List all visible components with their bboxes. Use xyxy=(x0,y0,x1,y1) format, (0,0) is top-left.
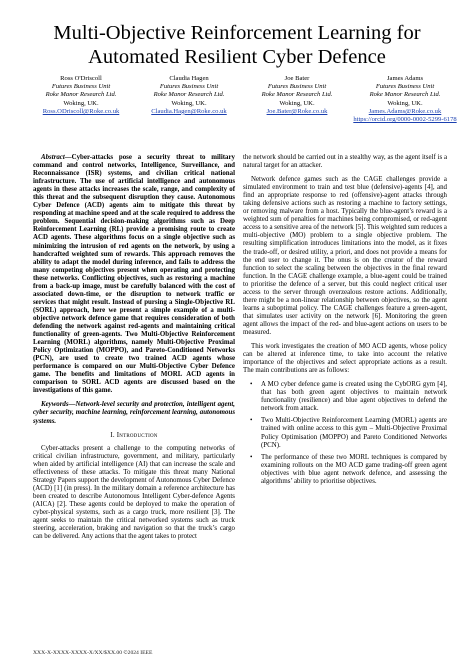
list-item-text: Two Multi-Objective Reinforcement Learning (MORL) agents are trained with online access to this gym – Multi-Objective Proximal Policy Optimisation (MOPPO) and Pareto Conditioned Networks (PCN). xyxy=(261,417,447,449)
bullet-icon: • xyxy=(250,453,253,461)
author-4 xyxy=(350,75,460,124)
list-item xyxy=(250,453,447,486)
author-affiliation: Futures Business Unit xyxy=(159,83,219,91)
bullet-icon: • xyxy=(250,417,253,425)
author-name: James Adams xyxy=(386,75,424,82)
copyright-footer: XXX-X-XXXX-XXXX-X/XX/$XX.00 ©2024 IEEE xyxy=(33,650,153,656)
author-name: Claudia Hagen xyxy=(169,75,209,82)
author-affiliation: Futures Business Unit xyxy=(51,83,111,91)
keywords-lead: Keywords xyxy=(41,401,69,409)
author-name: Joe Bater xyxy=(284,75,310,82)
bullet-icon: • xyxy=(250,381,253,389)
paper-title: Multi-Objective Reinforcement Learning for Automated Resilient Cyber Defence xyxy=(53,22,421,68)
right-column xyxy=(243,154,447,490)
contributions-list xyxy=(243,381,447,486)
author-location: Woking, UK. xyxy=(387,99,423,107)
abstract-lead: Abstract xyxy=(41,154,65,161)
author-name: Ross O'Driscoll xyxy=(60,75,102,82)
author-email[interactable]: James.Adams@Roke.co.uk xyxy=(368,107,442,115)
body-paragraph-3: This work investigates the creation of MO ACD agents, whose policy can be altered at inference time, to take into account the relative importance of the objectives and select appropriate actions as a result. The main contributions are as follows: xyxy=(243,343,447,375)
keywords-text: —Network-level security and protection, intelligent agent, cyber security, machine learning, reinforcement learning, autonomous systems. xyxy=(33,401,235,425)
author-orcid-link[interactable]: https://orcid.org/0000-0002-5299-6178 xyxy=(353,116,457,124)
author-org: Roke Manor Research Ltd. xyxy=(45,91,117,99)
author-2 xyxy=(134,75,244,116)
author-affiliation: Futures Business Unit xyxy=(375,83,435,91)
author-email[interactable]: Joe.Bater@Roke.co.uk xyxy=(266,107,328,115)
list-item-text: A MO cyber defence game is created using the CybORG gym [4], that has both green agent objectives to maintain network functionality (resilience) and blue agent objectives to defend the network from attack. xyxy=(261,381,447,413)
abstract xyxy=(33,154,235,395)
keywords xyxy=(33,401,235,425)
author-affiliation: Futures Business Unit xyxy=(267,83,327,91)
author-1 xyxy=(26,75,136,116)
left-column xyxy=(33,154,235,547)
list-item xyxy=(250,381,447,413)
abstract-text: —Cyber-attacks pose a security threat to military command and control networks, Intelligence, Surveillance, and Reconnaissance (ISR) systems, and civilian critical national infrastructure. The use of artificial intelligence and autonomous agents in these attacks increases the scale, range, and complexity of this threat and the subsequent disruption they cause. Autonomous Cyber Defence (ACD) agents aim to mitigate this threat by responding at machine speed and at the scale required to address the problem. Sequential decision-making algorithms such as Deep Reinforcement Learning (RL) provide a promising route to create ACD agents. These algorithms focus on a single objective such as minimizing the intrusion of red agents on the network, by using a handcrafted weighted sum of rewards. This approach removes the ability to adapt the model during inference, and fails to address the many competing objectives present when operating and protecting these networks. Conflicting objectives, such as restoring a machine from a back-up image, must be carefully balanced with the cost of associated down-time, or the disruption to network traffic or services that might result. Instead of pursing a Single-Objective RL (SORL) approach, here we present a simple example of a multi-objective network defence game that requires consideration of both defending the network against red-agents and maintaining critical functionality of green-agents. Two Multi-Objective Reinforcement Learning (MORL) algorithms, namely Multi-Objective Proximal Policy Optimization (MOPPO), and Pareto-Conditioned Networks (PCN), are used to create two trained ACD agents whose performance is compared on our Multi-Objective Cyber Defence game. The benefits and limitations of MORL ACD agents in comparison to SORL ACD agents are discussed based on the investigations of this game. xyxy=(33,154,235,395)
author-org: Roke Manor Research Ltd. xyxy=(369,91,441,99)
author-email[interactable]: Ross.ODriscoll@Roke.co.uk xyxy=(42,107,120,115)
list-item-text: The performance of these two MORL techniques is compared by examining rollouts on the MO ACD game trading-off green agent objectives with blue agent network defence, and assessing the algorithms’ ability to prioritise objectives. xyxy=(261,453,447,485)
body-paragraph-1: the network should be carried out in a stealthy way, as the agent itself is a natural target for an attacker. xyxy=(243,154,447,170)
intro-paragraph: Cyber-attacks present a challenge to the computing networks of critical civilian infrastructure, government, and military, particularly when aided by artificial intelligence (AI) that can increase the scale and effectiveness of these attacks. To mitigate this threat many National Strategy Papers support the development of Autonomous Cyber Defence (ACD) [1] (in press). In the military domain a reference architecture has been created to describe Autonomous Intelligent Cyber-defence Agents (AICA) [2]. These agents could be deployed to make the operation of cyber-physical systems, such as a cargo truck, more resilient [3]. The agent seeks to maintain the critical networked systems such as truck steering, acceleration, braking and navigation so that the truck’s cargo can be delivered. Any actions that the agent takes to protect xyxy=(33,444,235,541)
author-email[interactable]: Claudia.Hagen@Roke.co.uk xyxy=(151,107,227,115)
author-location: Woking, UK. xyxy=(171,99,207,107)
author-3 xyxy=(242,75,352,116)
author-block xyxy=(14,75,460,135)
author-location: Woking, UK. xyxy=(279,99,315,107)
author-org: Roke Manor Research Ltd. xyxy=(153,91,225,99)
body-paragraph-2: Network defence games such as the CAGE challenges provide a simulated environment to train and test blue (defensive)-agents [4], and find an appropriate response to red (offensive)-agent attacks through taking defensive actions such as restoring a machine to factory settings, or removing malware from a host. Typically the blue-agent’s reward is a weighted sum of penalties for machines being compromised, or red-agent access to a sensitive area of the network [5]. This weighted sum reduces a multi-objective (MO) problem to a single objective problem. The resulting simplification introduces limitations into the model, as it fixes the trade-off, or desired utility, a priori, and does not provide a means for the end user to change it. The onus is on the creator of the reward function to select the scaling between the objectives in the final reward function. In the CAGE challenge example, a blue-agent could be trained to prioritise the defence of a server, but this could neglect critical user access to the server through overzealous restore actions. Additionally, there might be a non-linear relationship between objectives, so the agent learns a suboptimal policy. The CAGE challenges feature a green-agent, that simulates user activity on the network [6]. Monitoring the green agent allows the impact of the red- and blue-agent actions on users to be measured. xyxy=(243,176,447,336)
author-org: Roke Manor Research Ltd. xyxy=(261,91,333,99)
author-location: Woking, UK. xyxy=(63,99,99,107)
section-heading-introduction: I. Introduction xyxy=(110,431,158,439)
list-item xyxy=(250,417,447,449)
